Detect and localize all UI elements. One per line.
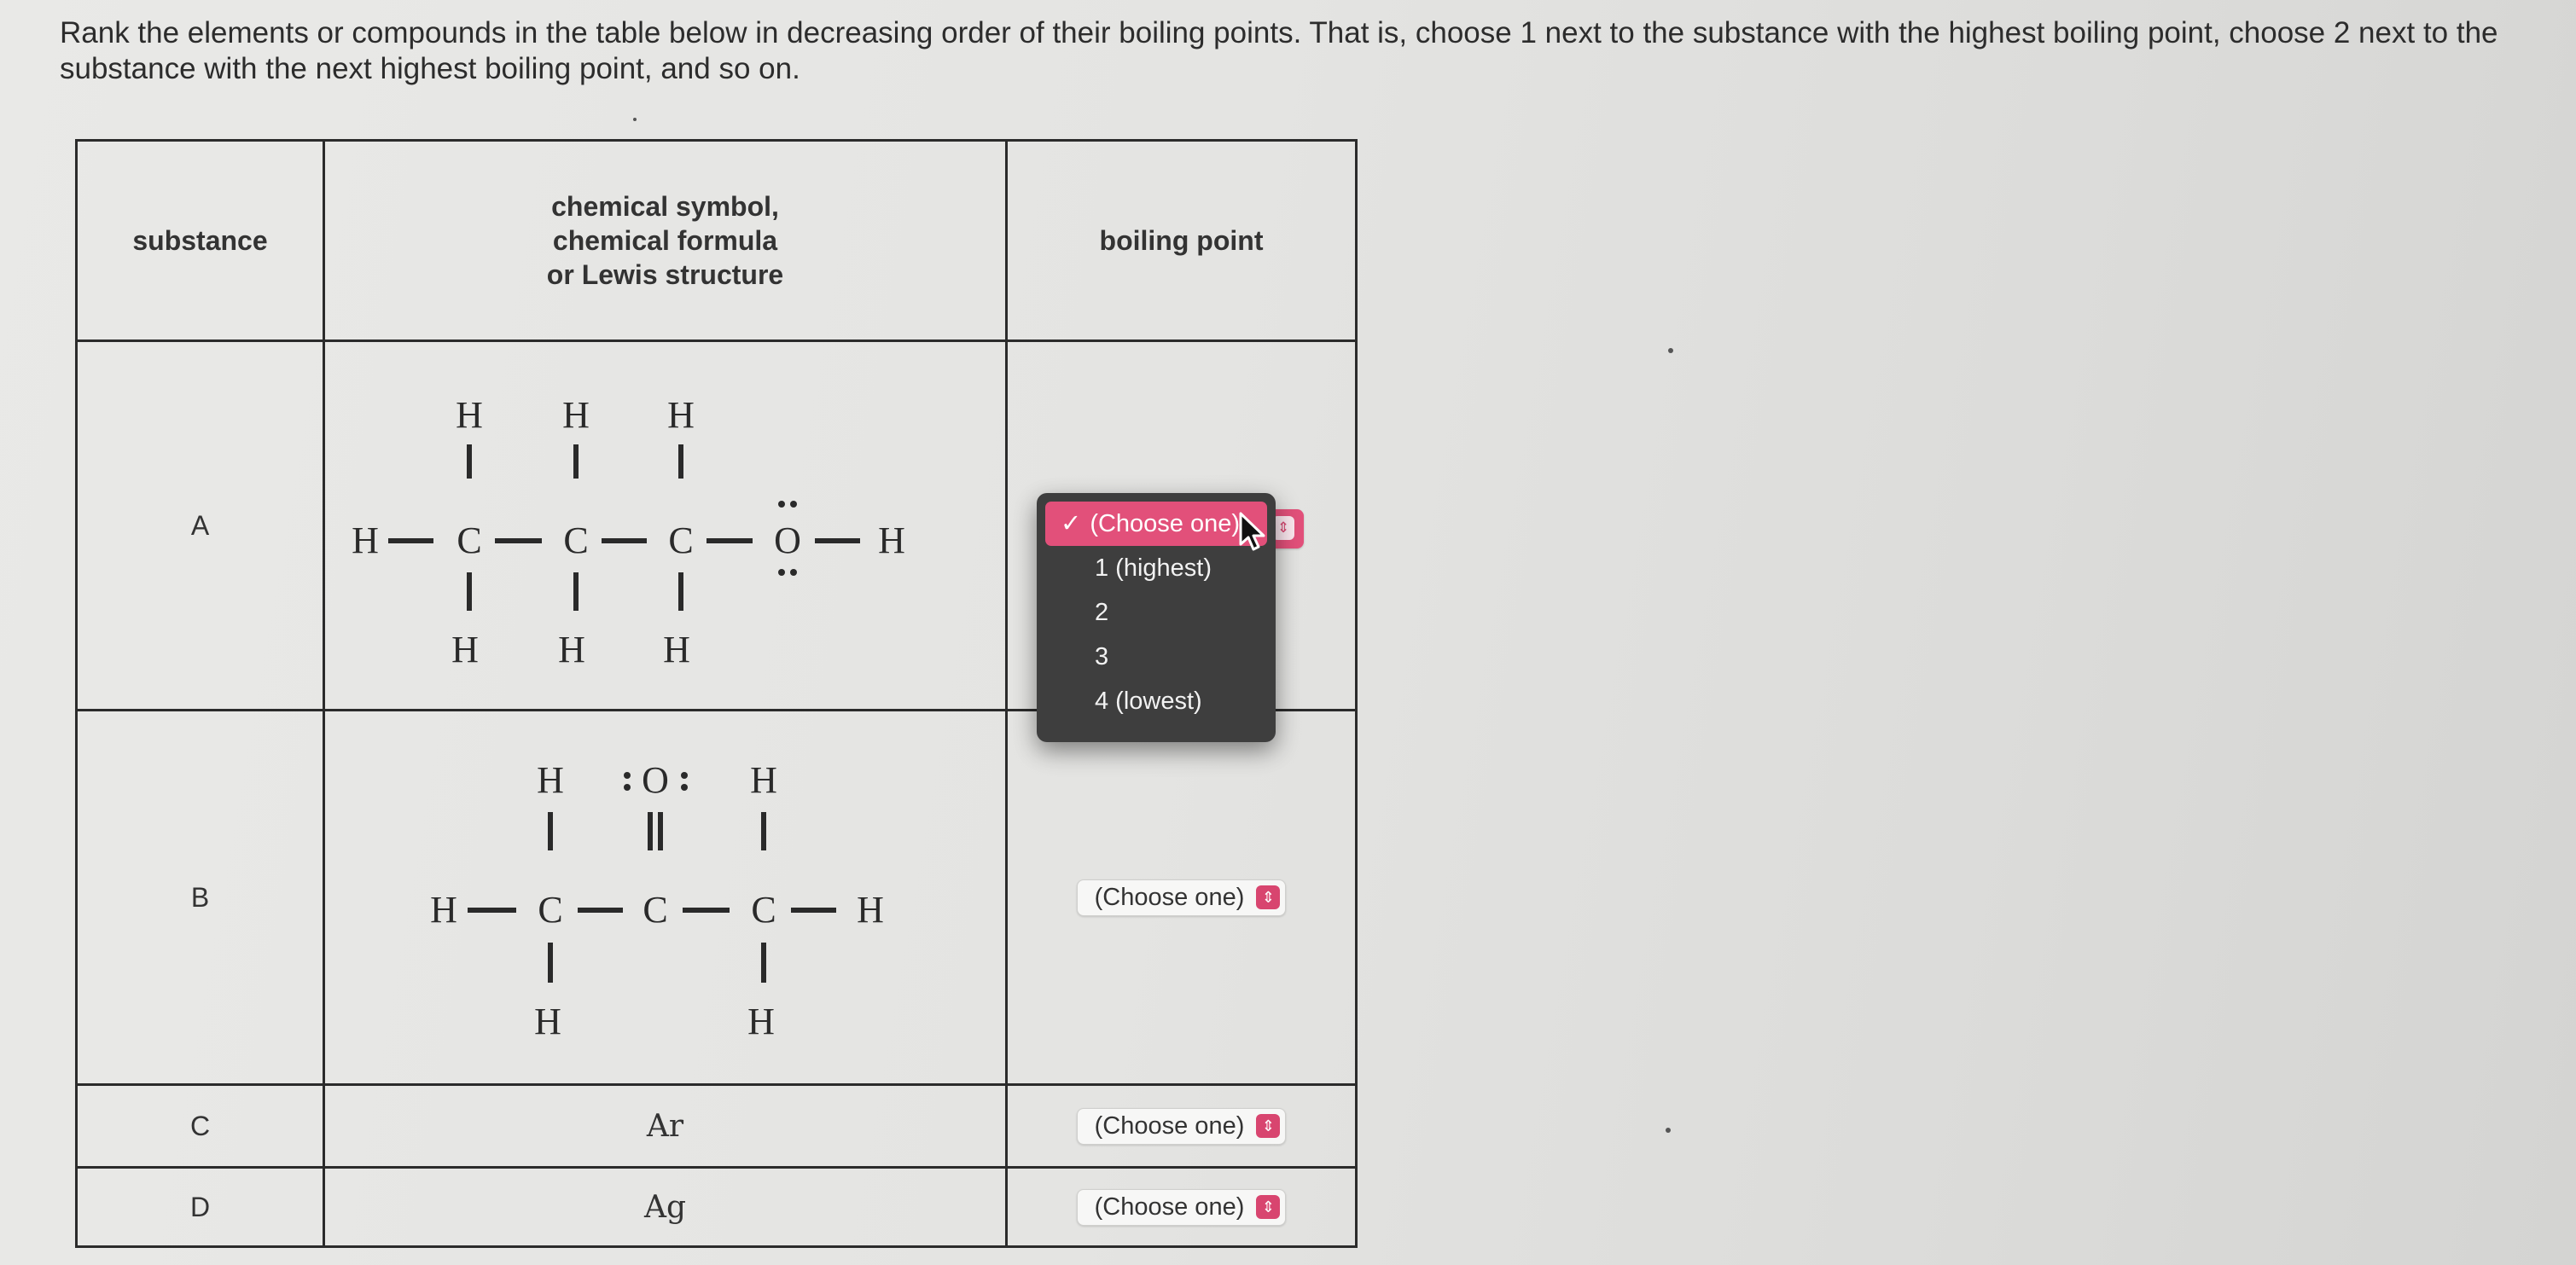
lone-pair-dot — [778, 569, 785, 576]
substance-label-c: C — [77, 1085, 324, 1168]
select-value: (Choose one) — [1094, 1111, 1245, 1140]
lewis-diagram-a — [341, 363, 990, 688]
lewis-structure-a — [324, 341, 1007, 711]
lone-pair-dot — [681, 772, 688, 779]
atom-label: H — [557, 629, 585, 670]
atom-label: C — [537, 889, 563, 931]
lone-pair-dot — [681, 784, 688, 791]
header-boiling-point: boiling point — [1007, 141, 1357, 341]
substance-label-d: D — [77, 1168, 324, 1247]
lone-pair-dot — [624, 772, 631, 779]
stepper-icon: ⇕ — [1256, 1114, 1280, 1138]
atom-label: H — [877, 519, 905, 561]
atom-label: O — [641, 759, 669, 801]
header-structure-line1: chemical symbol, — [551, 191, 779, 222]
option-label: (Choose one) — [1090, 510, 1241, 537]
screen-speck — [1666, 1128, 1671, 1133]
lone-pair-dot — [624, 784, 631, 791]
question-text: Rank the elements or compounds in the table below in decreasing order of their boiling points. That is, choose 1 next to the substance with the highest boiling point, choose 2 next to the substance with the next highest boiling point, and so on. — [60, 16, 2498, 85]
header-structure — [324, 141, 1007, 341]
atom-label: H — [451, 629, 479, 670]
atom-label: O — [773, 519, 801, 561]
header-structure-line2: chemical formula — [552, 225, 778, 256]
table-row — [77, 1085, 1357, 1168]
stepper-icon: ⇕ — [1272, 516, 1294, 540]
boiling-point-cell-d — [1007, 1168, 1357, 1247]
atom-label: H — [351, 519, 379, 561]
dropdown-option-1[interactable]: 1 (highest) — [1095, 554, 1212, 582]
arrow-cursor-icon — [1239, 512, 1268, 553]
atom-label: C — [667, 519, 694, 561]
boiling-point-select-d[interactable] — [1077, 1189, 1287, 1226]
header-structure-line3: or Lewis structure — [546, 259, 784, 290]
atom-label: H — [749, 759, 777, 801]
lone-pair-dot — [790, 569, 797, 576]
atom-label: C — [456, 519, 482, 561]
dropdown-option-3[interactable]: 3 — [1095, 643, 1109, 670]
select-value: (Choose one) — [1094, 883, 1245, 911]
atom-label: H — [455, 394, 483, 436]
substance-label-a: A — [77, 341, 324, 711]
atom-label: H — [662, 629, 690, 670]
dropdown-option-choose-one[interactable] — [1045, 502, 1267, 546]
table-header-row — [77, 141, 1357, 341]
boiling-point-select-b[interactable] — [1077, 879, 1287, 916]
boiling-point-select-c[interactable] — [1077, 1108, 1287, 1145]
boiling-point-cell-c — [1007, 1085, 1357, 1168]
select-value: (Choose one) — [1094, 1192, 1245, 1221]
atom-label: C — [562, 519, 589, 561]
lewis-structure-b — [324, 711, 1007, 1085]
lone-pair-dot — [790, 501, 797, 508]
atom-label: H — [533, 1001, 561, 1042]
table-row — [77, 1168, 1357, 1247]
stepper-icon: ⇕ — [1256, 1195, 1280, 1219]
atom-label: C — [750, 889, 776, 931]
dropdown-option-4[interactable]: 4 (lowest) — [1095, 688, 1202, 715]
boiling-point-cell-b — [1007, 711, 1357, 1085]
screen-speck — [633, 118, 637, 121]
lewis-diagram-b — [341, 731, 990, 1064]
table-row — [77, 711, 1357, 1085]
chemical-symbol-d: Ag — [324, 1168, 1007, 1247]
header-substance: substance — [77, 141, 324, 341]
screen-speck — [1668, 348, 1673, 353]
atom-label: H — [856, 889, 884, 931]
stepper-icon: ⇕ — [1256, 885, 1280, 909]
chemical-symbol-c: Ar — [324, 1085, 1007, 1168]
atom-label: H — [536, 759, 564, 801]
lone-pair-dot — [778, 501, 785, 508]
atom-label: H — [561, 394, 590, 436]
checkmark-icon: ✓ — [1061, 510, 1082, 537]
atom-label: C — [642, 889, 668, 931]
atom-label: H — [429, 889, 457, 931]
substance-label-b: B — [77, 711, 324, 1085]
dropdown-option-2[interactable]: 2 — [1095, 599, 1109, 626]
atom-label: H — [747, 1001, 775, 1042]
atom-label: H — [666, 394, 695, 436]
